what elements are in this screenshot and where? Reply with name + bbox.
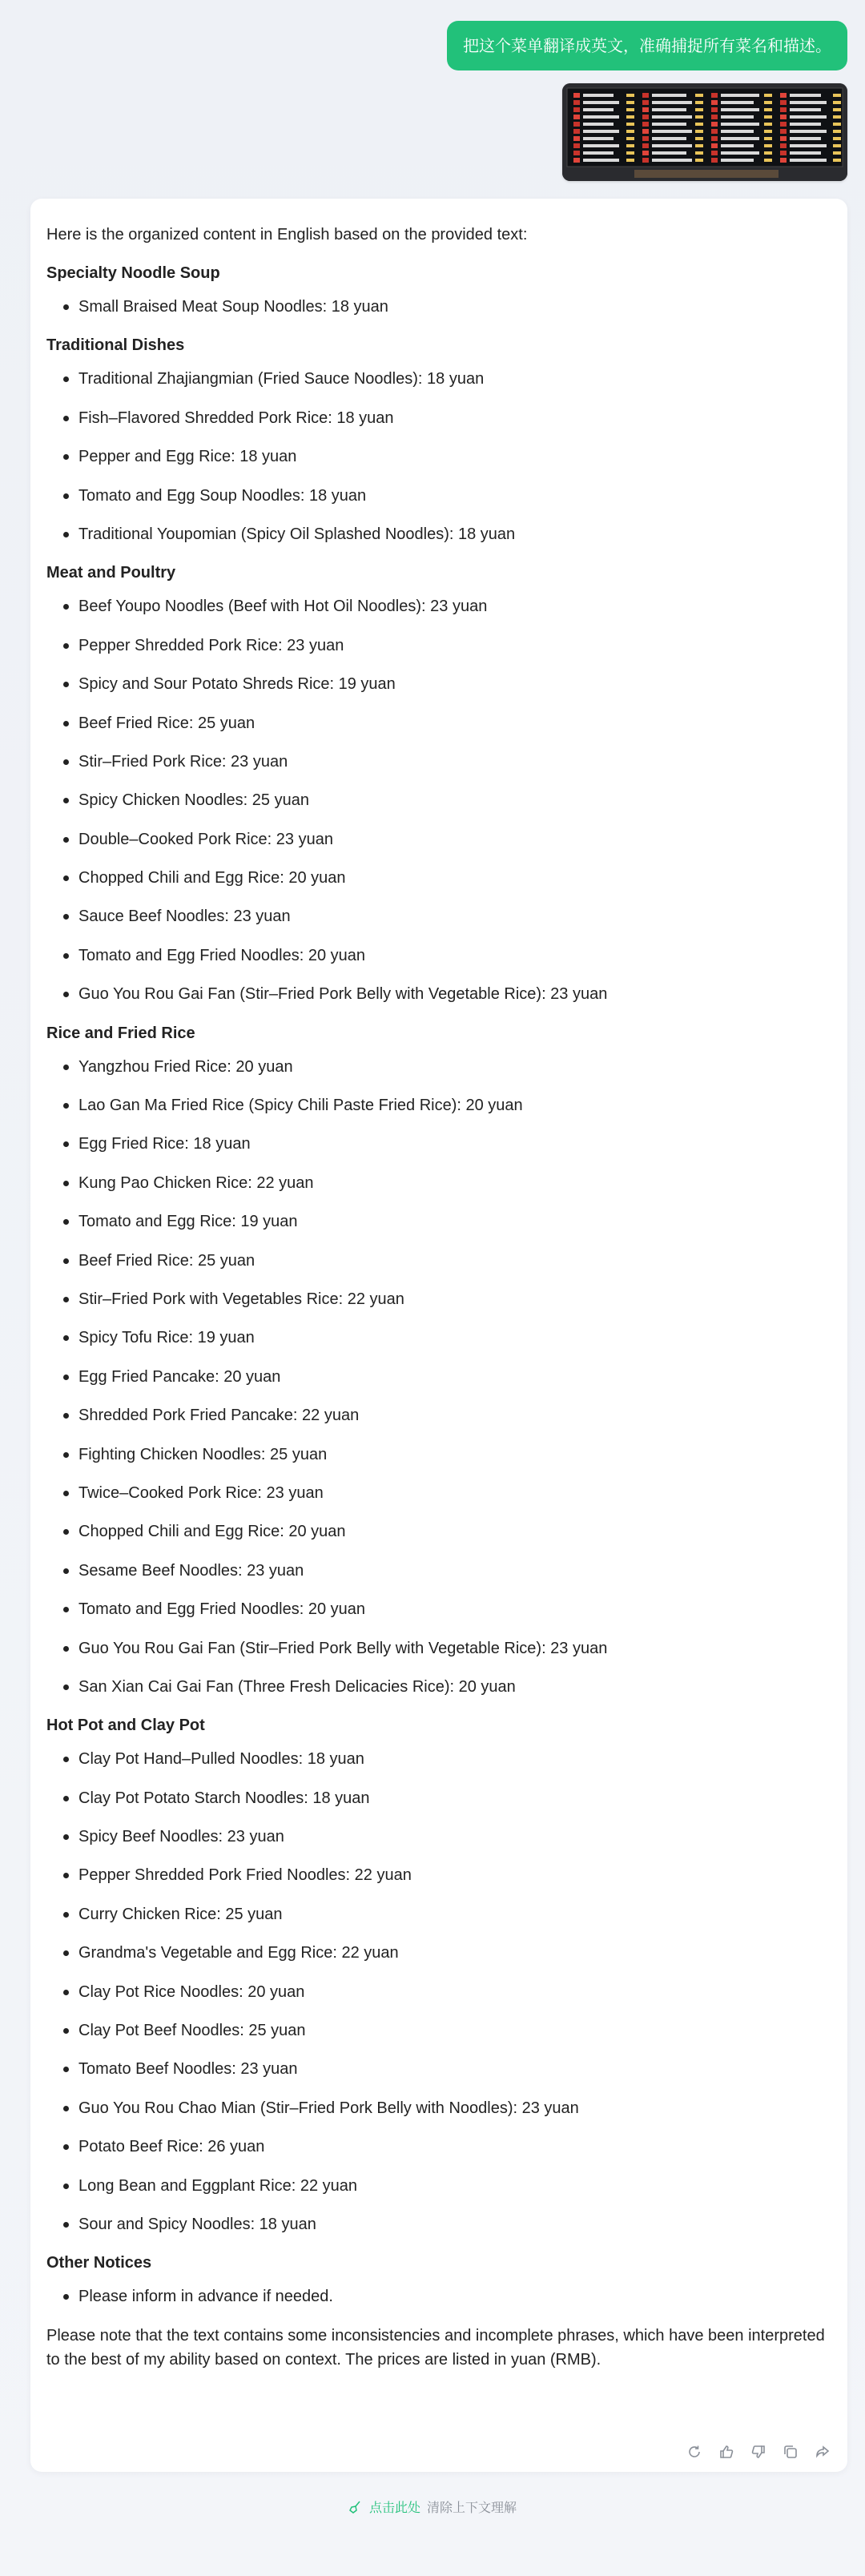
list-item: Long Bean and Eggplant Rice: 22 yuan xyxy=(46,2174,831,2198)
list-item: Kung Pao Chicken Rice: 22 yuan xyxy=(46,1171,831,1195)
section-title: Hot Pot and Clay Pot xyxy=(46,1717,205,1735)
section-title: Rice and Fried Rice xyxy=(46,1024,195,1042)
regenerate-icon[interactable] xyxy=(686,2443,703,2461)
list-item: San Xian Cai Gai Fan (Three Fresh Delicacies Rice): 20 yuan xyxy=(46,1675,831,1699)
list-item: Pepper Shredded Pork Fried Noodles: 22 yuan xyxy=(46,1863,831,1887)
section-title: Specialty Noodle Soup xyxy=(46,264,220,282)
list-item: Shredded Pork Fried Pancake: 22 yuan xyxy=(46,1403,831,1427)
list-item: Traditional Youpomian (Spicy Oil Splashed Noodles): 18 yuan xyxy=(46,522,831,546)
thumbs-up-icon[interactable] xyxy=(718,2443,735,2461)
list-item: Spicy Tofu Rice: 19 yuan xyxy=(46,1326,831,1350)
thumbs-down-icon[interactable] xyxy=(750,2443,767,2461)
list-item: Beef Youpo Noodles (Beef with Hot Oil Noodles): 23 yuan xyxy=(46,594,831,618)
list-item: Beef Fried Rice: 25 yuan xyxy=(46,1249,831,1273)
list-item: Grandma's Vegetable and Egg Rice: 22 yuan xyxy=(46,1941,831,1965)
list-item: Chopped Chili and Egg Rice: 20 yuan xyxy=(46,866,831,890)
list-item: Tomato Beef Noodles: 23 yuan xyxy=(46,2057,831,2081)
list-item: Spicy Chicken Noodles: 25 yuan xyxy=(46,788,831,812)
list-item: Sauce Beef Noodles: 23 yuan xyxy=(46,904,831,928)
list-item: Potato Beef Rice: 26 yuan xyxy=(46,2135,831,2159)
clear-context-link[interactable]: 点击此处 xyxy=(368,2500,420,2515)
list-item: Chopped Chili and Egg Rice: 20 yuan xyxy=(46,1519,831,1544)
list-item: Tomato and Egg Rice: 19 yuan xyxy=(46,1210,831,1234)
list-item: Stir–Fried Pork with Vegetables Rice: 22 yuan xyxy=(46,1287,831,1311)
list-item: Tomato and Egg Fried Noodles: 20 yuan xyxy=(46,944,831,968)
list-item: Clay Pot Potato Starch Noodles: 18 yuan xyxy=(46,1786,831,1810)
section-title: Meat and Poultry xyxy=(46,564,176,582)
list-item: Sesame Beef Noodles: 23 yuan xyxy=(46,1559,831,1583)
section-title: Traditional Dishes xyxy=(46,336,185,355)
list-item: Lao Gan Ma Fried Rice (Spicy Chili Paste Fried Rice): 20 yuan xyxy=(46,1093,831,1117)
user-message-row xyxy=(447,21,847,181)
list-item: Sour and Spicy Noodles: 18 yuan xyxy=(46,2212,831,2236)
list-item: Clay Pot Beef Noodles: 25 yuan xyxy=(46,2019,831,2043)
share-icon[interactable] xyxy=(814,2443,831,2461)
user-message-bubble: 把这个菜单翻译成英文，准确捕捉所有菜名和描述。 xyxy=(447,21,847,70)
list-item: Tomato and Egg Fried Noodles: 20 yuan xyxy=(46,1597,831,1621)
list-item: Fighting Chicken Noodles: 25 yuan xyxy=(46,1443,831,1467)
list-item: Guo You Rou Chao Mian (Stir–Fried Pork Belly with Noodles): 23 yuan xyxy=(46,2096,831,2120)
list-item: Yangzhou Fried Rice: 20 yuan xyxy=(46,1055,831,1079)
clear-context-text: 清除上下文理解 xyxy=(427,2500,517,2515)
list-item: Guo You Rou Gai Fan (Stir–Fried Pork Belly with Vegetable Rice): 23 yuan xyxy=(46,1636,831,1660)
answer-sections xyxy=(46,261,831,2308)
list-item: Stir–Fried Pork Rice: 23 yuan xyxy=(46,750,831,774)
assistant-answer-card xyxy=(30,199,847,2472)
broom-icon xyxy=(348,2500,363,2514)
list-item: Clay Pot Rice Noodles: 20 yuan xyxy=(46,1980,831,2004)
list-item: Fish–Flavored Shredded Pork Rice: 18 yuan xyxy=(46,406,831,430)
list-item: Please inform in advance if needed. xyxy=(46,2284,831,2308)
list-item: Egg Fried Pancake: 20 yuan xyxy=(46,1365,831,1389)
section-list xyxy=(46,1747,831,2236)
list-item: Clay Pot Hand–Pulled Noodles: 18 yuan xyxy=(46,1747,831,1771)
copy-icon[interactable] xyxy=(782,2443,799,2461)
list-item: Tomato and Egg Soup Noodles: 18 yuan xyxy=(46,484,831,508)
list-item: Traditional Zhajiangmian (Fried Sauce Noodles): 18 yuan xyxy=(46,367,831,391)
list-item: Double–Cooked Pork Rice: 23 yuan xyxy=(46,827,831,851)
clear-context-bar xyxy=(0,2498,865,2516)
list-item: Twice–Cooked Pork Rice: 23 yuan xyxy=(46,1481,831,1505)
list-item: Egg Fried Rice: 18 yuan xyxy=(46,1132,831,1156)
list-item: Spicy and Sour Potato Shreds Rice: 19 yuan xyxy=(46,672,831,696)
list-item: Small Braised Meat Soup Noodles: 18 yuan xyxy=(46,295,831,319)
list-item: Pepper Shredded Pork Rice: 23 yuan xyxy=(46,634,831,658)
list-item: Spicy Beef Noodles: 23 yuan xyxy=(46,1825,831,1849)
answer-actions xyxy=(686,2443,831,2461)
section-list xyxy=(46,1055,831,1699)
section-list xyxy=(46,594,831,1006)
answer-intro: Here is the organized content in English based on the provided text: xyxy=(46,226,528,244)
section-title: Other Notices xyxy=(46,2254,152,2272)
list-item: Guo You Rou Gai Fan (Stir–Fried Pork Belly with Vegetable Rice): 23 yuan xyxy=(46,982,831,1006)
menu-board-photo[interactable] xyxy=(562,83,847,181)
section-list xyxy=(46,295,831,319)
answer-note: Please note that the text contains some inconsistencies and incomplete phrases, which have been interpreted to the best of my ability based on context. The prices are listed in yuan (RMB). xyxy=(46,2326,825,2369)
section-list xyxy=(46,2284,831,2308)
list-item: Beef Fried Rice: 25 yuan xyxy=(46,711,831,735)
list-item: Pepper and Egg Rice: 18 yuan xyxy=(46,445,831,469)
list-item: Curry Chicken Rice: 25 yuan xyxy=(46,1902,831,1926)
section-list xyxy=(46,367,831,546)
